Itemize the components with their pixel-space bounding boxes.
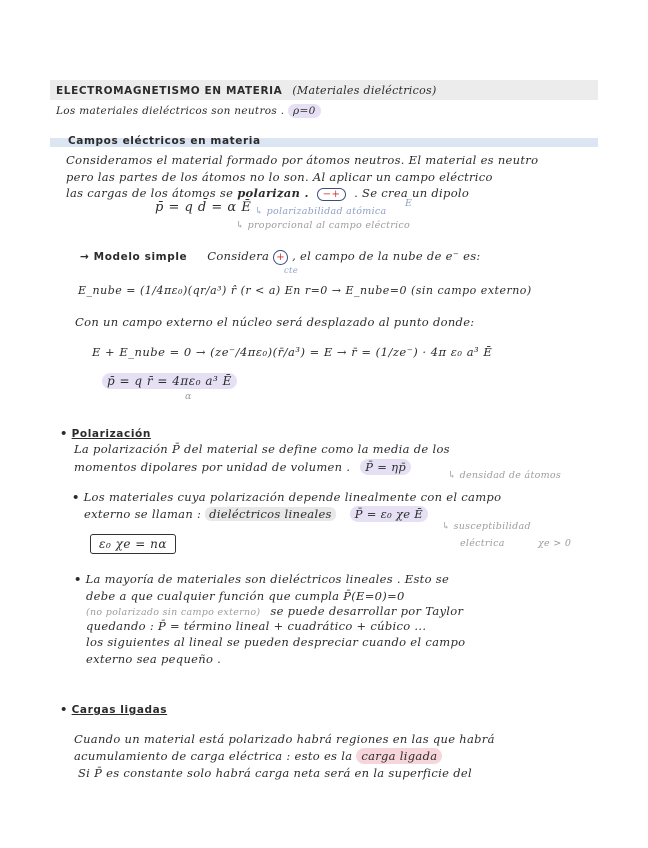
- dipole-result-line: [102, 374, 237, 388]
- campos-line-2: pero las partes de los átomos no lo son. Al aplicar un campo eléctrico: [66, 170, 493, 184]
- alpha-note: α: [185, 391, 192, 402]
- cargas-title: Cargas ligadas: [71, 704, 168, 716]
- polarizacion-title: Polarización: [71, 428, 151, 440]
- modelo-text-1: Considera: [207, 249, 270, 263]
- density-note: ↳ densidad de átomos: [448, 470, 562, 481]
- susceptibility-note: ↳ susceptibilidad: [442, 521, 531, 532]
- boxed-relation: ε₀ χe = nα: [90, 534, 176, 554]
- polarizacion-heading: [60, 426, 151, 440]
- cargas-text-2: acumulamiento de carga eléctrica : esto es la: [74, 749, 353, 763]
- page-title: [56, 83, 437, 97]
- linear-dielectric-eq: P̄ = ε₀ χe Ē: [350, 506, 428, 522]
- linear-dielectrics-term: dieléctricos lineales: [205, 507, 336, 521]
- title-text: ELECTROMAGNETISMO EN MATERIA: [56, 85, 283, 97]
- bullet2-line-5: los siguientes al lineal se pueden despreciar cuando el campo: [86, 635, 466, 649]
- displacement-equation: E + E_nube = 0 → (ze⁻/4πε₀)(r̄/a³) = E → r̄ = (1/ze⁻) · 4π ε₀ a³ Ē: [92, 345, 493, 359]
- modelo-text-2: , el campo de la nube de e⁻ es:: [292, 249, 481, 263]
- dipole-equation: p̄ = q d̄ = α Ē: [155, 200, 252, 215]
- bullet2-line-3: [86, 604, 463, 618]
- bullet-icon: •: [74, 572, 82, 586]
- rho-zero: ρ=0: [288, 104, 321, 118]
- susceptibility-condition: χe > 0: [538, 538, 572, 549]
- bullet1-text-2: externo se llaman :: [84, 507, 202, 521]
- bound-charge-term: carga ligada: [356, 748, 442, 764]
- cargas-heading: [60, 702, 167, 716]
- section-title-campos: Campos eléctricos en materia: [68, 135, 261, 147]
- campos-line-3c: . Se crea un dipolo: [354, 186, 470, 200]
- bullet2-text-3: se puede desarrollar por Taylor: [270, 604, 464, 618]
- dipole-result: p̄ = q r̄ = 4πε₀ a³ Ē: [102, 373, 237, 389]
- cargas-line-1: Cuando un material está polarizado habrá regiones en las que habrá: [74, 732, 495, 746]
- intro-line: [56, 105, 321, 117]
- modelo-label: → Modelo simple: [80, 251, 188, 263]
- dipole-sketch: −+: [317, 188, 346, 201]
- cargas-line-2: [74, 749, 442, 763]
- proportional-note: ↳ proporcional al campo eléctrico: [236, 220, 411, 231]
- cte-label: cte: [284, 266, 299, 276]
- bullet1-line-1: [72, 490, 501, 504]
- campos-line-3a: las cargas de los átomos se: [66, 186, 234, 200]
- bullet-icon: •: [60, 426, 68, 440]
- title-subtitle: (Materiales dieléctricos): [292, 84, 437, 97]
- polarizacion-line-1: La polarización P̄ del material se define como la media de los: [74, 442, 450, 456]
- cargas-line-3: Si P̄ es constante solo habrá carga neta será en la superficie del: [78, 766, 472, 780]
- polarizacion-line-2-text: momentos dipolares por unidad de volumen .: [74, 460, 351, 474]
- polarization-density-eq: P̄ = ηp̄: [360, 459, 411, 475]
- bullet2-line-1: [74, 572, 449, 586]
- bullet-icon: •: [60, 702, 68, 716]
- modelo-line: [80, 249, 481, 265]
- polarizability-note: ↳ polarizabilidad atómica: [255, 206, 387, 217]
- bullet2-text-1: La mayoría de materiales son dieléctricos lineales . Esto se: [85, 572, 450, 586]
- campos-line-1: Consideramos el material formado por átomos neutros. El material es neutro: [66, 153, 539, 167]
- bullet1-line-2: [84, 507, 428, 521]
- bullet2-line-6: externo sea pequeño .: [86, 652, 222, 666]
- e-nube-equation: E_nube = (1/4πε₀)(qr/a³) r̂ (r < a) En r=0 → E_nube=0 (sin campo externo): [78, 284, 532, 297]
- nucleus-icon: +: [273, 250, 288, 265]
- bullet1-text-1: Los materiales cuya polarización depende linealmente con el campo: [83, 490, 502, 504]
- modelo-line-3: Con un campo externo el núcleo será desplazado al punto donde:: [75, 315, 475, 329]
- bullet2-note: (no polarizado sin campo externo): [86, 607, 261, 618]
- dipole-field-label: E: [405, 198, 413, 209]
- bullet2-line-4: quedando : P̄ = término lineal + cuadrático + cúbico ...: [86, 619, 427, 633]
- susceptibility-note-2: eléctrica: [460, 538, 505, 549]
- polarizacion-line-2: [74, 460, 411, 474]
- intro-text: Los materiales dieléctricos son neutros .: [56, 105, 285, 117]
- polarizan-word: polarizan .: [237, 186, 309, 200]
- bullet-icon: •: [72, 490, 80, 504]
- bullet2-line-2: debe a que cualquier función que cumpla P̄(E=0)=0: [86, 589, 405, 603]
